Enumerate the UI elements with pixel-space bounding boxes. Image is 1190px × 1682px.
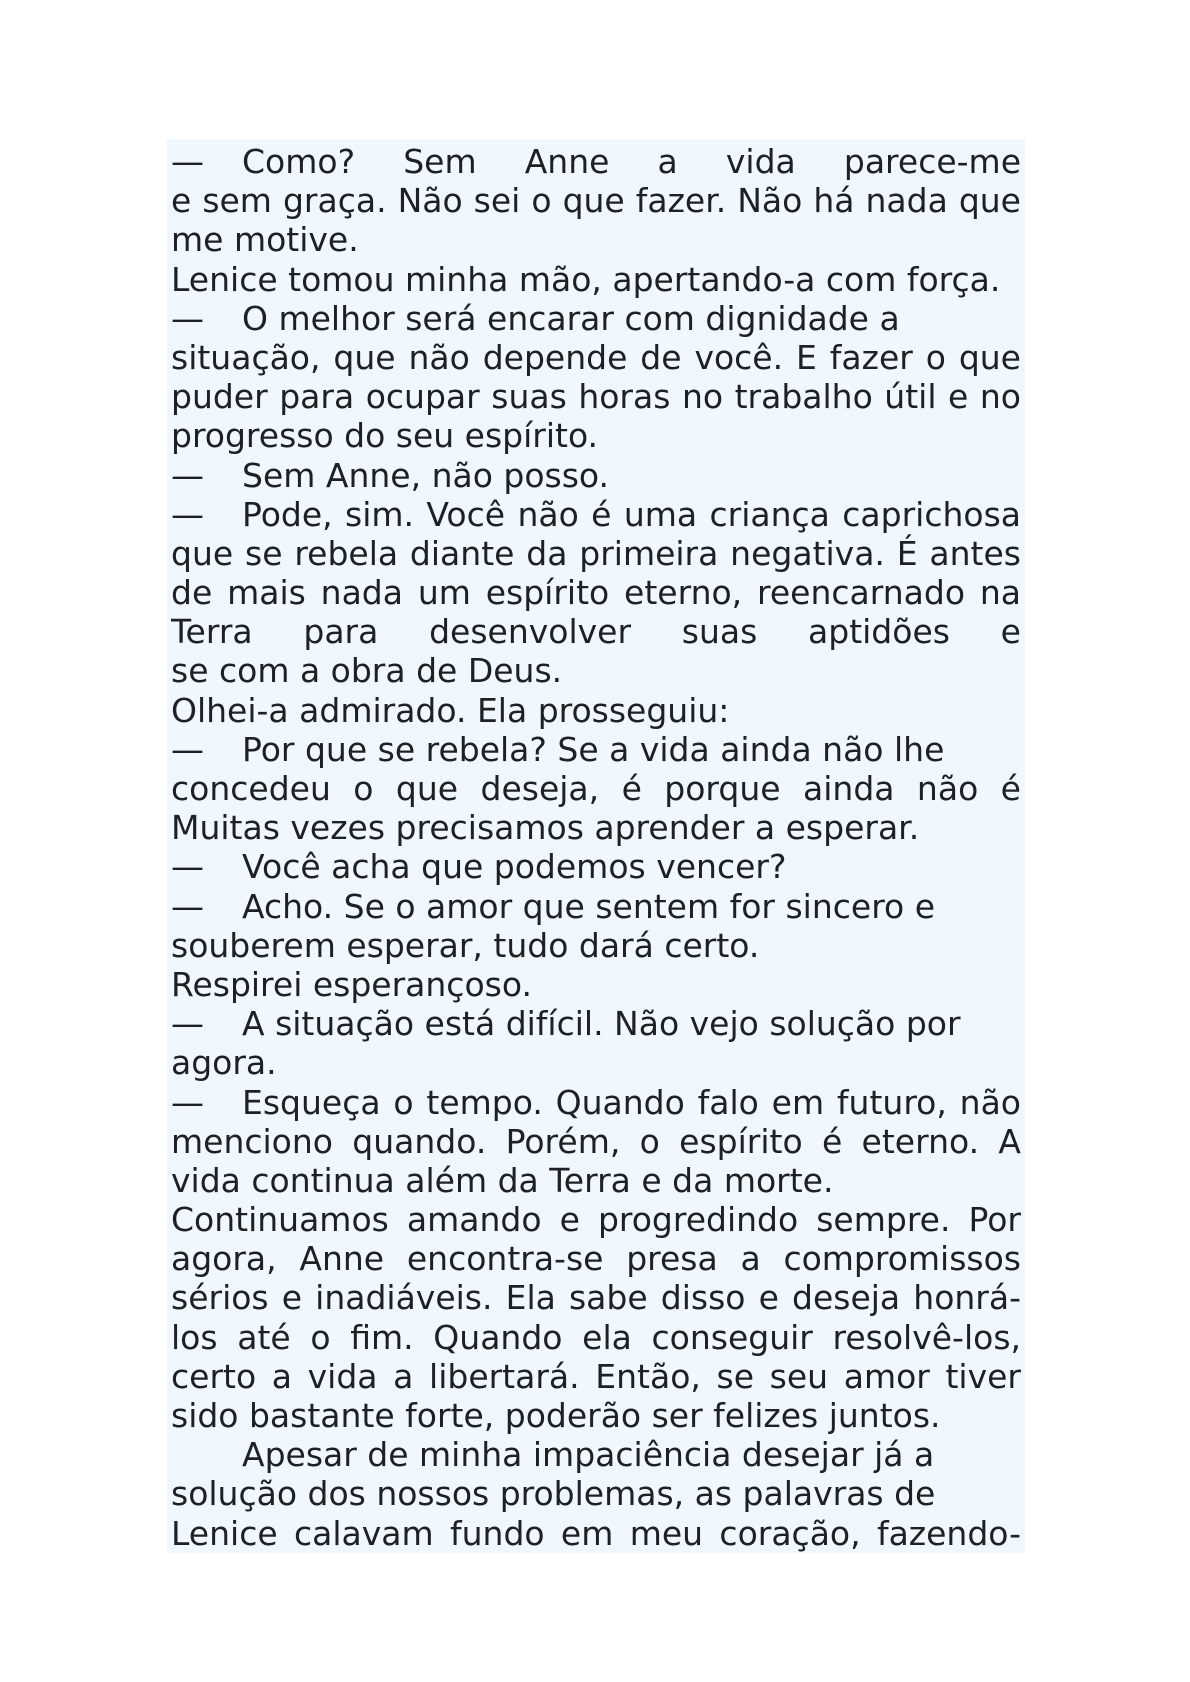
dialogue-line [171,887,1021,926]
dialogue-dash: — [171,847,204,887]
line-text: Como? Sem Anne a vida parece-me [242,142,1021,181]
text-line [171,651,1021,690]
dialogue-line [171,456,1021,495]
line-text: Muitas vezes precisamos aprender a esperar. [171,808,920,848]
text-line [171,808,1021,847]
text-line [171,1161,1021,1200]
dialogue-dash: — [171,1004,204,1044]
line-text: vida continua além da Terra e da morte. [171,1160,834,1200]
dialogue-line [171,142,1021,181]
text-line [171,1396,1021,1435]
line-text: Olhei-a admirado. Ela prosseguiu: [171,690,730,730]
line-text: puder para ocupar suas horas no trabalho útil e no [171,377,1021,417]
text-line [171,1474,1021,1513]
text-line [171,260,1021,299]
line-text: e sem graça. Não sei o que fazer. Não há nada que [171,181,1021,221]
text-line [171,1357,1021,1396]
line-text: agora, Anne encontra-se presa a compromissos [171,1239,1021,1279]
text-line [171,220,1021,259]
line-text: sido bastante forte, poderão ser felizes juntos. [171,1396,941,1435]
line-text: progresso do seu espírito. [171,416,599,456]
dialogue-line [171,1083,1021,1122]
line-text: Apesar de minha impaciência desejar já a [242,1435,935,1475]
dialogue-line [171,1004,1021,1043]
text-line [171,534,1021,573]
text-line [171,1043,1021,1082]
line-text: Respirei esperançoso. [171,964,532,1004]
line-text: Lenice tomou minha mão, apertando-a com força. [171,259,1001,299]
line-text: sérios e inadiáveis. Ela sabe disso e deseja honrá- [171,1278,1021,1318]
text-line [171,377,1021,416]
text-line [171,769,1021,808]
line-text: Sem Anne, não posso. [242,455,610,495]
line-text: O melhor será encarar com dignidade a [242,298,900,338]
text-line [171,1435,1021,1474]
line-text: Você acha que podemos vencer? [242,847,787,887]
text-line [171,1318,1021,1357]
dialogue-line [171,495,1021,534]
text-line [171,181,1021,220]
dialogue-line [171,847,1021,886]
line-text: me motive. [171,220,359,260]
line-text: de mais nada um espírito eterno, reencarnado na [171,573,1021,613]
line-text: menciono quando. Porém, o espírito é eterno. A [171,1121,1021,1161]
line-text: los até o fim. Quando ela conseguir resolvê-los, [171,1317,1021,1357]
dialogue-line [171,299,1021,338]
dialogue-dash: — [171,886,204,926]
dialogue-dash: — [171,455,204,495]
line-text: situação, que não depende de você. E fazer o que [171,337,1021,377]
line-text: Por que se rebela? Se a vida ainda não lhe [242,729,945,769]
line-text: solução dos nossos problemas, as palavras de [171,1474,936,1514]
text-block [167,139,1025,1553]
dialogue-dash: — [171,494,204,534]
dialogue-dash: — [171,142,204,181]
line-text: agora. [171,1043,277,1083]
text-line [171,1200,1021,1239]
line-text: concedeu o que deseja, é porque ainda não é [171,769,1021,808]
dialogue-line [171,730,1021,769]
line-text: certo a vida a libertará. Então, se seu amor tiver [171,1356,1021,1396]
line-text: Terra para desenvolver suas aptidões e [171,612,1021,652]
dialogue-dash: — [171,729,204,769]
text-line [171,338,1021,377]
dialogue-dash: — [171,1082,204,1122]
line-text: Esqueça o tempo. Quando falo em futuro, não [242,1082,1021,1122]
text-line [171,573,1021,612]
line-text: Acho. Se o amor que sentem for sincero e [242,886,936,926]
line-text: Pode, sim. Você não é uma criança caprichosa [242,494,1021,534]
line-text: souberem esperar, tudo dará certo. [171,925,760,965]
line-text: que se rebela diante da primeira negativa. É antes [171,533,1021,573]
line-text: A situação está difícil. Não vejo solução por [242,1004,961,1044]
text-line [171,416,1021,455]
dialogue-dash: — [171,298,204,338]
text-line [171,1239,1021,1278]
text-line [171,612,1021,651]
text-line [171,1514,1021,1553]
text-line [171,1278,1021,1317]
line-text: Lenice calavam fundo em meu coração, fazendo- [171,1513,1021,1553]
text-line [171,926,1021,965]
line-text: se com a obra de Deus. [171,651,563,691]
line-text: Continuamos amando e progredindo sempre. Por [171,1200,1021,1240]
text-line [171,1122,1021,1161]
text-line [171,965,1021,1004]
text-line [171,691,1021,730]
